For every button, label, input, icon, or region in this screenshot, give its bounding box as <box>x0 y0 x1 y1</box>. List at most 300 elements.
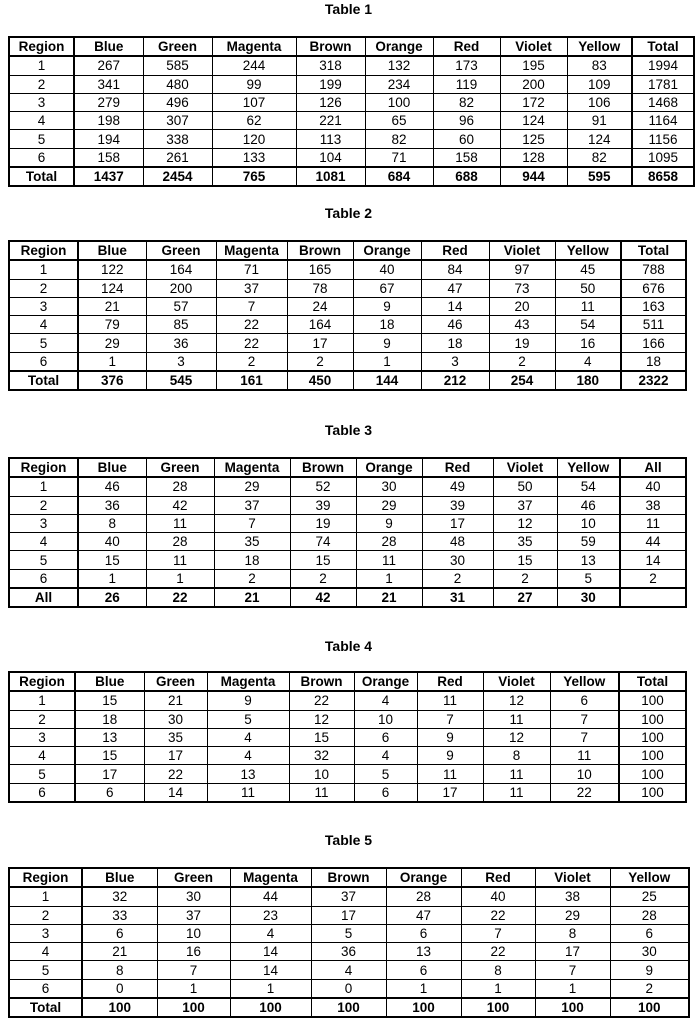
table-cell: Blue <box>74 37 143 56</box>
header-row <box>9 868 689 887</box>
table-cell: 5 <box>311 924 386 942</box>
table-cell: 9 <box>353 334 421 352</box>
data-table <box>8 457 687 608</box>
data-table <box>8 240 687 391</box>
table-cell: 195 <box>500 56 567 75</box>
table-cell: 244 <box>212 56 296 75</box>
table-cell: 10 <box>557 514 620 532</box>
table-cell: 1 <box>78 352 146 371</box>
row-label: 1 <box>9 691 75 710</box>
table-cell: 545 <box>146 371 216 390</box>
table-cell: 22 <box>144 765 207 783</box>
table-cell: 84 <box>421 260 489 279</box>
table-cell: 57 <box>146 297 216 315</box>
table-cell: 7 <box>461 924 535 942</box>
table-cell: 11 <box>483 765 550 783</box>
table-cell: 595 <box>567 167 632 186</box>
table-cell: 9 <box>207 691 289 710</box>
table-cell: 6 <box>354 783 417 802</box>
table-cell: 14 <box>230 961 311 979</box>
row-label: 4 <box>9 533 78 551</box>
table-cell: 944 <box>500 167 567 186</box>
table-cell: 234 <box>365 75 433 93</box>
table-cell: 2 <box>422 569 493 588</box>
table-cell: 9 <box>610 961 689 979</box>
row-label: 6 <box>9 979 82 998</box>
table-cell: 1994 <box>632 56 694 75</box>
table-cell: 338 <box>143 130 212 148</box>
table-cell: 9 <box>417 728 483 746</box>
table-cell: 318 <box>296 56 365 75</box>
table-cell: Magenta <box>216 241 287 260</box>
table-title: Table 2 <box>324 205 373 221</box>
table-cell: 8658 <box>632 167 694 186</box>
table-cell: 128 <box>500 148 567 167</box>
table-cell: 32 <box>82 887 157 906</box>
table-cell: Green <box>157 868 230 887</box>
table-cell: 1081 <box>296 167 365 186</box>
table-cell: 2 <box>216 352 287 371</box>
table-row <box>9 297 686 315</box>
table-cell: 100 <box>157 998 230 1017</box>
table-cell: 11 <box>289 783 354 802</box>
total-row <box>9 167 694 186</box>
table-cell: 2454 <box>143 167 212 186</box>
table-cell: 23 <box>230 906 311 924</box>
row-label: 4 <box>9 316 78 334</box>
table-cell: 46 <box>557 496 620 514</box>
table-cell: 15 <box>493 551 557 569</box>
table-cell: 261 <box>143 148 212 167</box>
table-cell: Brown <box>296 37 365 56</box>
table-cell: 30 <box>157 887 230 906</box>
table-cell: 35 <box>144 728 207 746</box>
table-cell: 109 <box>567 75 632 93</box>
table-cell: 11 <box>483 710 550 728</box>
table-cell: 1 <box>353 352 421 371</box>
table-cell: 122 <box>78 260 146 279</box>
total-row <box>9 998 689 1017</box>
table-cell: 11 <box>555 297 621 315</box>
table-row <box>9 906 689 924</box>
table-cell: 1 <box>157 979 230 998</box>
table-cell: 9 <box>417 747 483 765</box>
table-cell: 18 <box>621 352 686 371</box>
table-cell: 59 <box>557 533 620 551</box>
table-cell: 79 <box>78 316 146 334</box>
table-cell: Red <box>433 37 500 56</box>
row-label: 1 <box>9 56 74 75</box>
table-cell: 2 <box>489 352 555 371</box>
table-cell: 11 <box>550 747 619 765</box>
table-cell: Violet <box>535 868 610 887</box>
table-cell: 165 <box>287 260 353 279</box>
table-row <box>9 75 694 93</box>
row-label: 3 <box>9 924 82 942</box>
table-cell: 17 <box>535 943 610 961</box>
table-row <box>9 130 694 148</box>
table-cell: 40 <box>461 887 535 906</box>
table-cell: 120 <box>212 130 296 148</box>
table-cell: 0 <box>82 979 157 998</box>
table-cell: 14 <box>620 551 686 569</box>
table-cell: 39 <box>290 496 356 514</box>
data-table <box>8 671 687 803</box>
table-cell: 14 <box>421 297 489 315</box>
table-cell: 11 <box>620 514 686 532</box>
table-cell: 1095 <box>632 148 694 167</box>
table-cell: Yellow <box>567 37 632 56</box>
table-cell: 22 <box>461 943 535 961</box>
table-cell: 267 <box>74 56 143 75</box>
table-cell: Red <box>461 868 535 887</box>
table-cell: 1164 <box>632 112 694 130</box>
table-cell: 450 <box>287 371 353 390</box>
table-cell: 82 <box>567 148 632 167</box>
table-cell: 100 <box>461 998 535 1017</box>
table-cell: 6 <box>386 924 461 942</box>
table-cell: 6 <box>610 924 689 942</box>
row-label: 2 <box>9 906 82 924</box>
table-cell: 376 <box>78 371 146 390</box>
table-cell: Blue <box>82 868 157 887</box>
table-row <box>9 551 686 569</box>
table-cell: 32 <box>289 747 354 765</box>
table-cell: 38 <box>620 496 686 514</box>
row-label: Total <box>9 371 78 390</box>
table-cell: 7 <box>417 710 483 728</box>
table-cell: 44 <box>230 887 311 906</box>
table-cell: 2 <box>620 569 686 588</box>
table-cell: Violet <box>493 458 557 477</box>
table-cell: 29 <box>535 906 610 924</box>
table-cell: 13 <box>207 765 289 783</box>
table-cell: 221 <box>296 112 365 130</box>
table-cell: 6 <box>386 961 461 979</box>
table-cell: 36 <box>146 334 216 352</box>
table-cell: 4 <box>207 728 289 746</box>
table-row <box>9 783 686 802</box>
table-cell: 13 <box>386 943 461 961</box>
table-cell: 7 <box>216 297 287 315</box>
table-title: Table 1 <box>324 1 373 17</box>
table-cell: 106 <box>567 93 632 111</box>
table-cell: 2 <box>214 569 290 588</box>
table-row <box>9 93 694 111</box>
header-row <box>9 37 694 56</box>
table-cell: 30 <box>610 943 689 961</box>
table-cell: 7 <box>550 728 619 746</box>
table-cell: 37 <box>214 496 290 514</box>
table-row <box>9 477 686 496</box>
table-cell: 13 <box>557 551 620 569</box>
table-cell: 496 <box>143 93 212 111</box>
table-cell: Brown <box>290 458 356 477</box>
table-cell: 29 <box>356 496 422 514</box>
table-cell: 200 <box>146 279 216 297</box>
table-cell: 100 <box>619 710 686 728</box>
table-row <box>9 514 686 532</box>
row-label: 6 <box>9 569 78 588</box>
table-cell: 126 <box>296 93 365 111</box>
table-cell: 172 <box>500 93 567 111</box>
table-cell: 37 <box>157 906 230 924</box>
table-cell: 100 <box>535 998 610 1017</box>
table-cell: 1437 <box>74 167 143 186</box>
table-row <box>9 316 686 334</box>
table-cell: 50 <box>555 279 621 297</box>
table-cell: 28 <box>146 477 214 496</box>
row-label: Region <box>9 37 74 56</box>
table-cell: 100 <box>82 998 157 1017</box>
table-cell: 164 <box>287 316 353 334</box>
table-cell: 15 <box>289 728 354 746</box>
table-row <box>9 887 689 906</box>
table-cell: Green <box>146 241 216 260</box>
table-cell: 7 <box>214 514 290 532</box>
table-cell: Yellow <box>610 868 689 887</box>
table-cell: Orange <box>365 37 433 56</box>
table-cell: 4 <box>555 352 621 371</box>
table-cell: 1781 <box>632 75 694 93</box>
table-cell: 21 <box>214 588 290 607</box>
table-cell: 14 <box>230 943 311 961</box>
table-cell: 37 <box>311 887 386 906</box>
table-cell: 480 <box>143 75 212 93</box>
table-row <box>9 979 689 998</box>
header-row <box>9 458 686 477</box>
table-cell: 40 <box>78 533 146 551</box>
table-row <box>9 352 686 371</box>
table-cell: 3 <box>146 352 216 371</box>
table-cell: 100 <box>311 998 386 1017</box>
table-cell: 194 <box>74 130 143 148</box>
table-row <box>9 728 686 746</box>
table-cell: 17 <box>144 747 207 765</box>
row-label: 6 <box>9 148 74 167</box>
table-cell: 4 <box>311 961 386 979</box>
table-cell: 788 <box>621 260 686 279</box>
table-cell: 54 <box>555 316 621 334</box>
row-label: 6 <box>9 783 75 802</box>
row-label: 2 <box>9 710 75 728</box>
table-cell: 28 <box>356 533 422 551</box>
table-cell: 166 <box>621 334 686 352</box>
table-cell: 12 <box>493 514 557 532</box>
table-title: Table 5 <box>324 832 373 848</box>
data-table <box>8 867 690 1018</box>
table-row <box>9 148 694 167</box>
table-cell: 15 <box>75 691 144 710</box>
row-label: 1 <box>9 477 78 496</box>
row-label: 5 <box>9 961 82 979</box>
table-cell: 11 <box>417 765 483 783</box>
table-row <box>9 533 686 551</box>
table-cell: 688 <box>433 167 500 186</box>
row-label: 3 <box>9 93 74 111</box>
table-cell: 1 <box>230 979 311 998</box>
table-cell: 144 <box>353 371 421 390</box>
table-cell: 5 <box>557 569 620 588</box>
table-cell: 74 <box>290 533 356 551</box>
table-cell: 40 <box>353 260 421 279</box>
table-cell: Total <box>621 241 686 260</box>
table-row <box>9 691 686 710</box>
table-cell: 21 <box>144 691 207 710</box>
row-label: 2 <box>9 279 78 297</box>
table-cell: 10 <box>289 765 354 783</box>
table-cell: 21 <box>78 297 146 315</box>
table-cell: Violet <box>483 672 550 691</box>
table-cell: 18 <box>75 710 144 728</box>
table-cell: 22 <box>461 906 535 924</box>
table-cell: 198 <box>74 112 143 130</box>
table-title: Table 3 <box>324 422 373 438</box>
table-cell <box>620 588 686 607</box>
row-label: 3 <box>9 728 75 746</box>
row-label: 4 <box>9 112 74 130</box>
table-cell: 133 <box>212 148 296 167</box>
table-cell: 254 <box>489 371 555 390</box>
table-cell: 1 <box>386 979 461 998</box>
table-cell: 163 <box>621 297 686 315</box>
table-cell: 17 <box>287 334 353 352</box>
row-label: 1 <box>9 260 78 279</box>
table-row <box>9 961 689 979</box>
row-label: 5 <box>9 130 74 148</box>
table-cell: 100 <box>365 93 433 111</box>
table-cell: 47 <box>421 279 489 297</box>
row-label: 3 <box>9 514 78 532</box>
row-label: Total <box>9 998 82 1017</box>
table-cell: 97 <box>489 260 555 279</box>
table-cell: 28 <box>146 533 214 551</box>
table-row <box>9 496 686 514</box>
table-cell: 511 <box>621 316 686 334</box>
table-cell: Yellow <box>557 458 620 477</box>
table-cell: 30 <box>144 710 207 728</box>
table-cell: 100 <box>619 728 686 746</box>
table-cell: 17 <box>75 765 144 783</box>
table-cell: 38 <box>535 887 610 906</box>
table-cell: 17 <box>311 906 386 924</box>
header-row <box>9 672 686 691</box>
table-cell: 22 <box>146 588 214 607</box>
table-cell: Magenta <box>212 37 296 56</box>
row-label: 4 <box>9 747 75 765</box>
table-cell: 4 <box>354 747 417 765</box>
table-cell: 6 <box>354 728 417 746</box>
table-cell: 30 <box>557 588 620 607</box>
table-cell: 37 <box>216 279 287 297</box>
table-cell: 7 <box>157 961 230 979</box>
table-cell: 36 <box>311 943 386 961</box>
table-cell: 78 <box>287 279 353 297</box>
table-cell: 100 <box>619 747 686 765</box>
table-cell: Magenta <box>214 458 290 477</box>
table-cell: 684 <box>365 167 433 186</box>
table-cell: 100 <box>619 691 686 710</box>
table-cell: 36 <box>78 496 146 514</box>
table-row <box>9 569 686 588</box>
table-cell: 29 <box>214 477 290 496</box>
table-cell: Green <box>143 37 212 56</box>
table-cell: 2322 <box>621 371 686 390</box>
table-cell: 100 <box>619 765 686 783</box>
table-cell: 15 <box>290 551 356 569</box>
table-cell: 11 <box>207 783 289 802</box>
row-label: 1 <box>9 887 82 906</box>
table-cell: 27 <box>493 588 557 607</box>
table-cell: 161 <box>216 371 287 390</box>
row-label: Region <box>9 241 78 260</box>
table-row <box>9 943 689 961</box>
table-cell: 6 <box>550 691 619 710</box>
table-cell: 99 <box>212 75 296 93</box>
table-cell: 132 <box>365 56 433 75</box>
table-cell: 180 <box>555 371 621 390</box>
table-cell: 45 <box>555 260 621 279</box>
table-cell: 107 <box>212 93 296 111</box>
table-cell: 82 <box>365 130 433 148</box>
table-cell: Yellow <box>555 241 621 260</box>
table-cell: 199 <box>296 75 365 93</box>
table-cell: Blue <box>78 458 146 477</box>
table-cell: 200 <box>500 75 567 93</box>
table-cell: 30 <box>356 477 422 496</box>
table-cell: 11 <box>483 783 550 802</box>
data-table <box>8 36 695 187</box>
row-label: 6 <box>9 352 78 371</box>
table-cell: Magenta <box>230 868 311 887</box>
table-cell: Violet <box>500 37 567 56</box>
table-cell: 8 <box>82 961 157 979</box>
table-cell: Violet <box>489 241 555 260</box>
table-cell: 585 <box>143 56 212 75</box>
table-cell: 100 <box>386 998 461 1017</box>
table-cell: 33 <box>82 906 157 924</box>
table-cell: 2 <box>493 569 557 588</box>
table-cell: 307 <box>143 112 212 130</box>
table-cell: 100 <box>619 783 686 802</box>
table-cell: 22 <box>216 316 287 334</box>
row-label: 5 <box>9 334 78 352</box>
table-cell: 71 <box>216 260 287 279</box>
table-cell: 52 <box>290 477 356 496</box>
table-cell: Blue <box>75 672 144 691</box>
table-cell: 85 <box>146 316 216 334</box>
table-cell: 14 <box>144 783 207 802</box>
row-label: Region <box>9 458 78 477</box>
table-cell: Orange <box>354 672 417 691</box>
table-cell: 62 <box>212 112 296 130</box>
table-cell: 18 <box>421 334 489 352</box>
table-cell: 21 <box>356 588 422 607</box>
table-cell: 65 <box>365 112 433 130</box>
table-cell: 13 <box>75 728 144 746</box>
table-cell: 20 <box>489 297 555 315</box>
table-cell: 67 <box>353 279 421 297</box>
table-cell: 1468 <box>632 93 694 111</box>
table-cell: 8 <box>78 514 146 532</box>
table-cell: 1 <box>356 569 422 588</box>
table-cell: 2 <box>290 569 356 588</box>
table-cell: 2 <box>610 979 689 998</box>
table-cell: 124 <box>567 130 632 148</box>
table-cell: 11 <box>356 551 422 569</box>
table-cell: 16 <box>555 334 621 352</box>
table-cell: 7 <box>535 961 610 979</box>
